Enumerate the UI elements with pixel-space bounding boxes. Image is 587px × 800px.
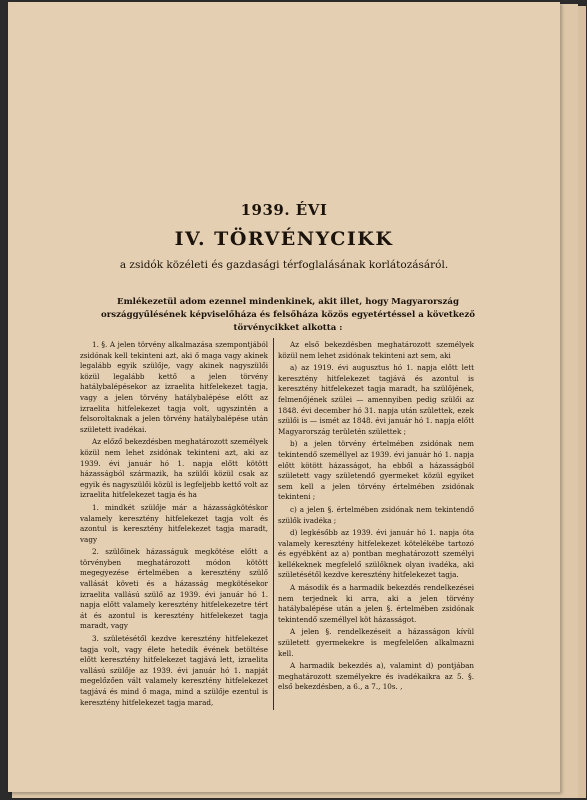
right-column	[278, 340, 474, 695]
right-paragraph: b) a jelen törvény értelmében zsidónak nem tekintendő személlyel az 1939. évi január hó 1. napja előtt kötött házasságot, ha ebből a házasságból született vagy születendő gyermeket közül egyiket sem kell a jelen törvény értelmében zsidónak tekinteni ;	[278, 439, 474, 502]
right-paragraph: d) legkésőbb az 1939. évi január hó 1. napja óta valamely keresztény hitfelekezet kötelékébe tartozó és egyébként az a) pontban meghatározott személyi kellékeknek megfelelő szülőknek olyan ivadéka, aki születésétől kezdve keresztény hitfelekezet tagja.	[278, 528, 474, 580]
law-title: IV. TÖRVÉNYCIKK	[174, 228, 394, 250]
left-paragraph: 3. születésétől kezdve keresztény hitfelekezet tagja volt, vagy élete hetedik évének betöltése előtt keresztény hitfelekezet tagjává lett, izraelita vallású szülője az 1939. évi január hó 1. napját megelőzően vált valamely keresztény hitfelekezet tagjává és mind ő maga, mind a szülője ezentul is keresztény hitfelekezet tagja marad,	[80, 634, 268, 707]
document-page	[8, 2, 560, 792]
left-paragraph: 1. §. A jelen törvény alkalmazása szempontjából zsidónak kell tekinteni azt, aki ő maga vagy akinek legalább egyik szülője, vagy akinek nagyszülői közül legalább kettő a jelen törvény hatálybalépésekor az izraelita hitfelekezet tagja, vagy a jelen törvény hatálybalépése előtt az izraelita hitfelekezet tagja volt, ugyszintén a felsoroltaknak a jelen törvény hatálybalépése után született ivadékai.	[80, 340, 268, 434]
year-line: 1939. ÉVI	[240, 201, 328, 219]
right-paragraph: Az első bekezdésben meghatározott személyek közül nem lehet zsidónak tekinteni azt sem, aki	[278, 340, 474, 360]
column-divider	[273, 338, 274, 710]
right-paragraph: A jelen §. rendelkezéseit a házasságon kívül született gyermekekre is megfelelően alkalmazni kell.	[278, 627, 474, 658]
left-paragraph: Az előző bekezdésben meghatározott személyek közül nem lehet zsidónak tekinteni azt, aki az 1939. évi január hó 1. napja előtt kötött házasságból származik, ha szülői közül csak az egyik és nagyszülői közül is legfeljebb kettő volt az izraelita hitfelekezet tagja és ha	[80, 437, 268, 500]
left-paragraph: 2. szülőinek házasságuk megkötése előtt a törvényben meghatározott módon kötött megegyezése értelmében a keresztény szülő vallását követi és a házasság megkötésekor izraelita vallású szülő az 1939. évi január hó 1. napja előtt valamely keresztény hitfelekezetre tért át és azontul is keresztény hitfelekezet tagja maradt, vagy	[80, 547, 268, 631]
right-paragraph: a) az 1919. évi augusztus hó 1. napja előtt lett keresztény hitfelekezet tagjává és azontul is keresztény hitfelekezet tagja maradt, ha szülőjének, felmenőjének szülei — amennyiben pedig szülői az 1848. évi december hó 31. napja után születtek, ezek szülői is — ismét az 1848. évi január hó 1. napja előtt Magyarország területén születtek ;	[278, 363, 474, 436]
left-paragraph: 1. mindkét szülője már a házasságkötéskor valamely keresztény hitfelekezet tagja volt és azontul is keresztény hitfelekezet tagja maradt, vagy	[80, 502, 268, 544]
right-paragraph: A második és a harmadik bekezdés rendelkezései nem terjednek ki arra, aki a jelen törvény hatálybalépése után a jelen §. értelmében zsidónak tekintendő személlyel köt házasságot.	[278, 583, 474, 624]
left-column	[80, 340, 268, 710]
preamble: Emlékezetül adom ezennel mindenkinek, akit illet, hogy Magyarország országgyűlésének képviselőháza és felsőháza közös egyetértéssel a következő törvénycikket alkotta :	[101, 297, 475, 333]
right-paragraph: A harmadik bekezdés a), valamint d) pontjában meghatározott személyekre és ivadékaikra az 5. §. első bekezdésben, a 6., a 7., 10s. ,	[278, 661, 474, 692]
law-subtitle: a zsidók közéleti és gazdasági térfoglalásának korlátozásáról.	[119, 259, 449, 271]
right-paragraph: c) a jelen §. értelmében zsidónak nem tekintendő szülők ivadéka ;	[278, 504, 474, 525]
